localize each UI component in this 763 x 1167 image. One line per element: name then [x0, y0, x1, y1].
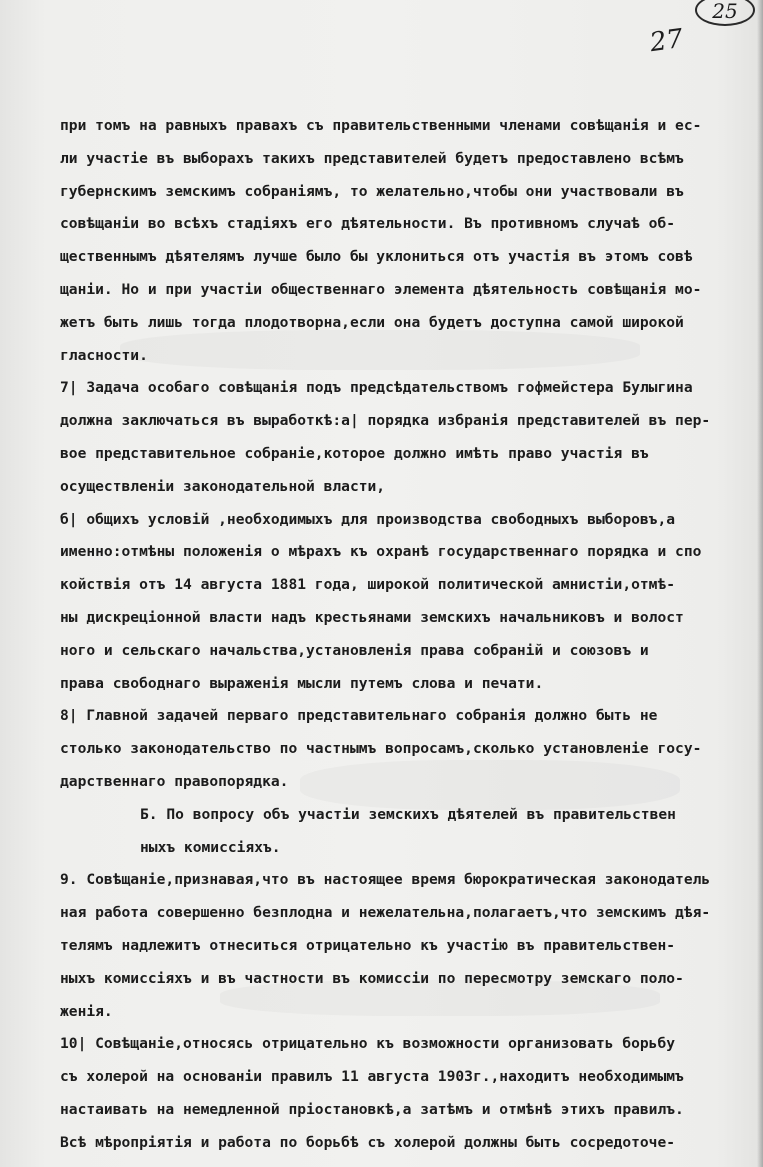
text-line: настаивать на немедленной пріостановкѣ,а затѣмъ и отмѣнѣ этихъ правилъ.: [60, 1100, 684, 1118]
text-line: столько законодательство по частнымъ вопросамъ,сколько установленіе госу-: [60, 740, 702, 758]
text-line: щественнымъ дѣятелямъ лучше было бы уклониться отъ участія въ этомъ совѣ: [60, 248, 693, 266]
text-line: при томъ на равныхъ правахъ съ правительственными членами совѣщанія и ес-: [60, 117, 702, 134]
text-line: осуществленіи законодательной власти,: [60, 477, 386, 495]
text-line: съ холерой на основаніи правилъ 11 августа 1903г.,находитъ необходимымъ: [60, 1068, 684, 1086]
text-line: 7| Задача особаго совѣщанія подъ предсѣдательствомъ гофмейстера Булыгина: [60, 379, 693, 397]
text-line: 8| Главной задачей перваго представительнаго собранія должно быть не: [60, 707, 658, 725]
text-line: ны дискреціонной власти надъ крестьянами земскихъ начальниковъ и волост: [60, 608, 684, 626]
text-line: ли участіе въ выборахъ такихъ представителей будетъ предоставлено всѣмъ: [60, 149, 684, 167]
text-line: б| общихъ условій ,необходимыхъ для производства свободныхъ выборовъ,а: [60, 510, 676, 528]
section-heading: ныхъ комиссіяхъ.: [140, 838, 281, 856]
text-line: ная работа совершенно безплодна и нежелательна,полагаетъ,что земскимъ дѣя-: [60, 904, 711, 922]
text-line: права свободнаго выраженія мысли путемъ слова и печати.: [60, 674, 544, 692]
text-line: совѣщаніи во всѣхъ стадіяхъ его дѣятельности. Въ противномъ случаѣ об-: [60, 215, 676, 233]
handwritten-folio-number: 27: [648, 23, 686, 59]
text-line: койствія отъ 14 августа 1881 года, широкой политической амнистіи,отмѣ-: [60, 576, 676, 594]
typewritten-text-block: [60, 110, 740, 1160]
archive-folio-stamp: 25: [695, 0, 755, 26]
page-edge-shadow: [757, 0, 763, 1167]
text-line: женія.: [60, 1002, 113, 1020]
text-line: ного и сельскаго начальства,установленія права собраній и союзовъ и: [60, 641, 649, 659]
text-line: 10| Совѣщаніе,относясь отрицательно къ возможности организовать борьбу: [60, 1035, 676, 1053]
section-heading: Б. По вопросу объ участіи земскихъ дѣятелей въ правительствен: [140, 805, 676, 823]
text-line: дарственнаго правопорядка.: [60, 772, 289, 790]
text-line: щаніи. Но и при участіи общественнаго элемента дѣятельность совѣщанія мо-: [60, 280, 702, 298]
text-line: гласности.: [60, 346, 148, 364]
text-line: телямъ надлежитъ отнеситься отрицательно къ участію въ правительствен-: [60, 936, 676, 954]
text-line: губернскимъ земскимъ собраніямъ, то желательно,чтобы они участвовали въ: [60, 182, 684, 200]
text-line: жетъ быть лишь тогда плодотворна,если она будетъ доступна самой широкой: [60, 313, 684, 331]
text-line: вое представительное собраніе,которое должно имѣть право участія въ: [60, 444, 649, 462]
text-line: ныхъ комиссіяхъ и въ частности въ комиссіи по пересмотру земскаго поло-: [60, 969, 684, 987]
text-line: именно:отмѣны положенія о мѣрахъ къ охранѣ государственнаго порядка и спо: [60, 543, 702, 561]
text-line: 9. Совѣщаніе,признавая,что въ настоящее время бюрократическая законодатель: [60, 871, 711, 889]
text-line: Всѣ мѣропріятія и работа по борьбѣ съ холерой должны быть сосредоточе-: [60, 1133, 676, 1151]
text-line: должна заключаться въ выработкѣ:а| порядка избранія представителей въ пер-: [60, 412, 711, 430]
